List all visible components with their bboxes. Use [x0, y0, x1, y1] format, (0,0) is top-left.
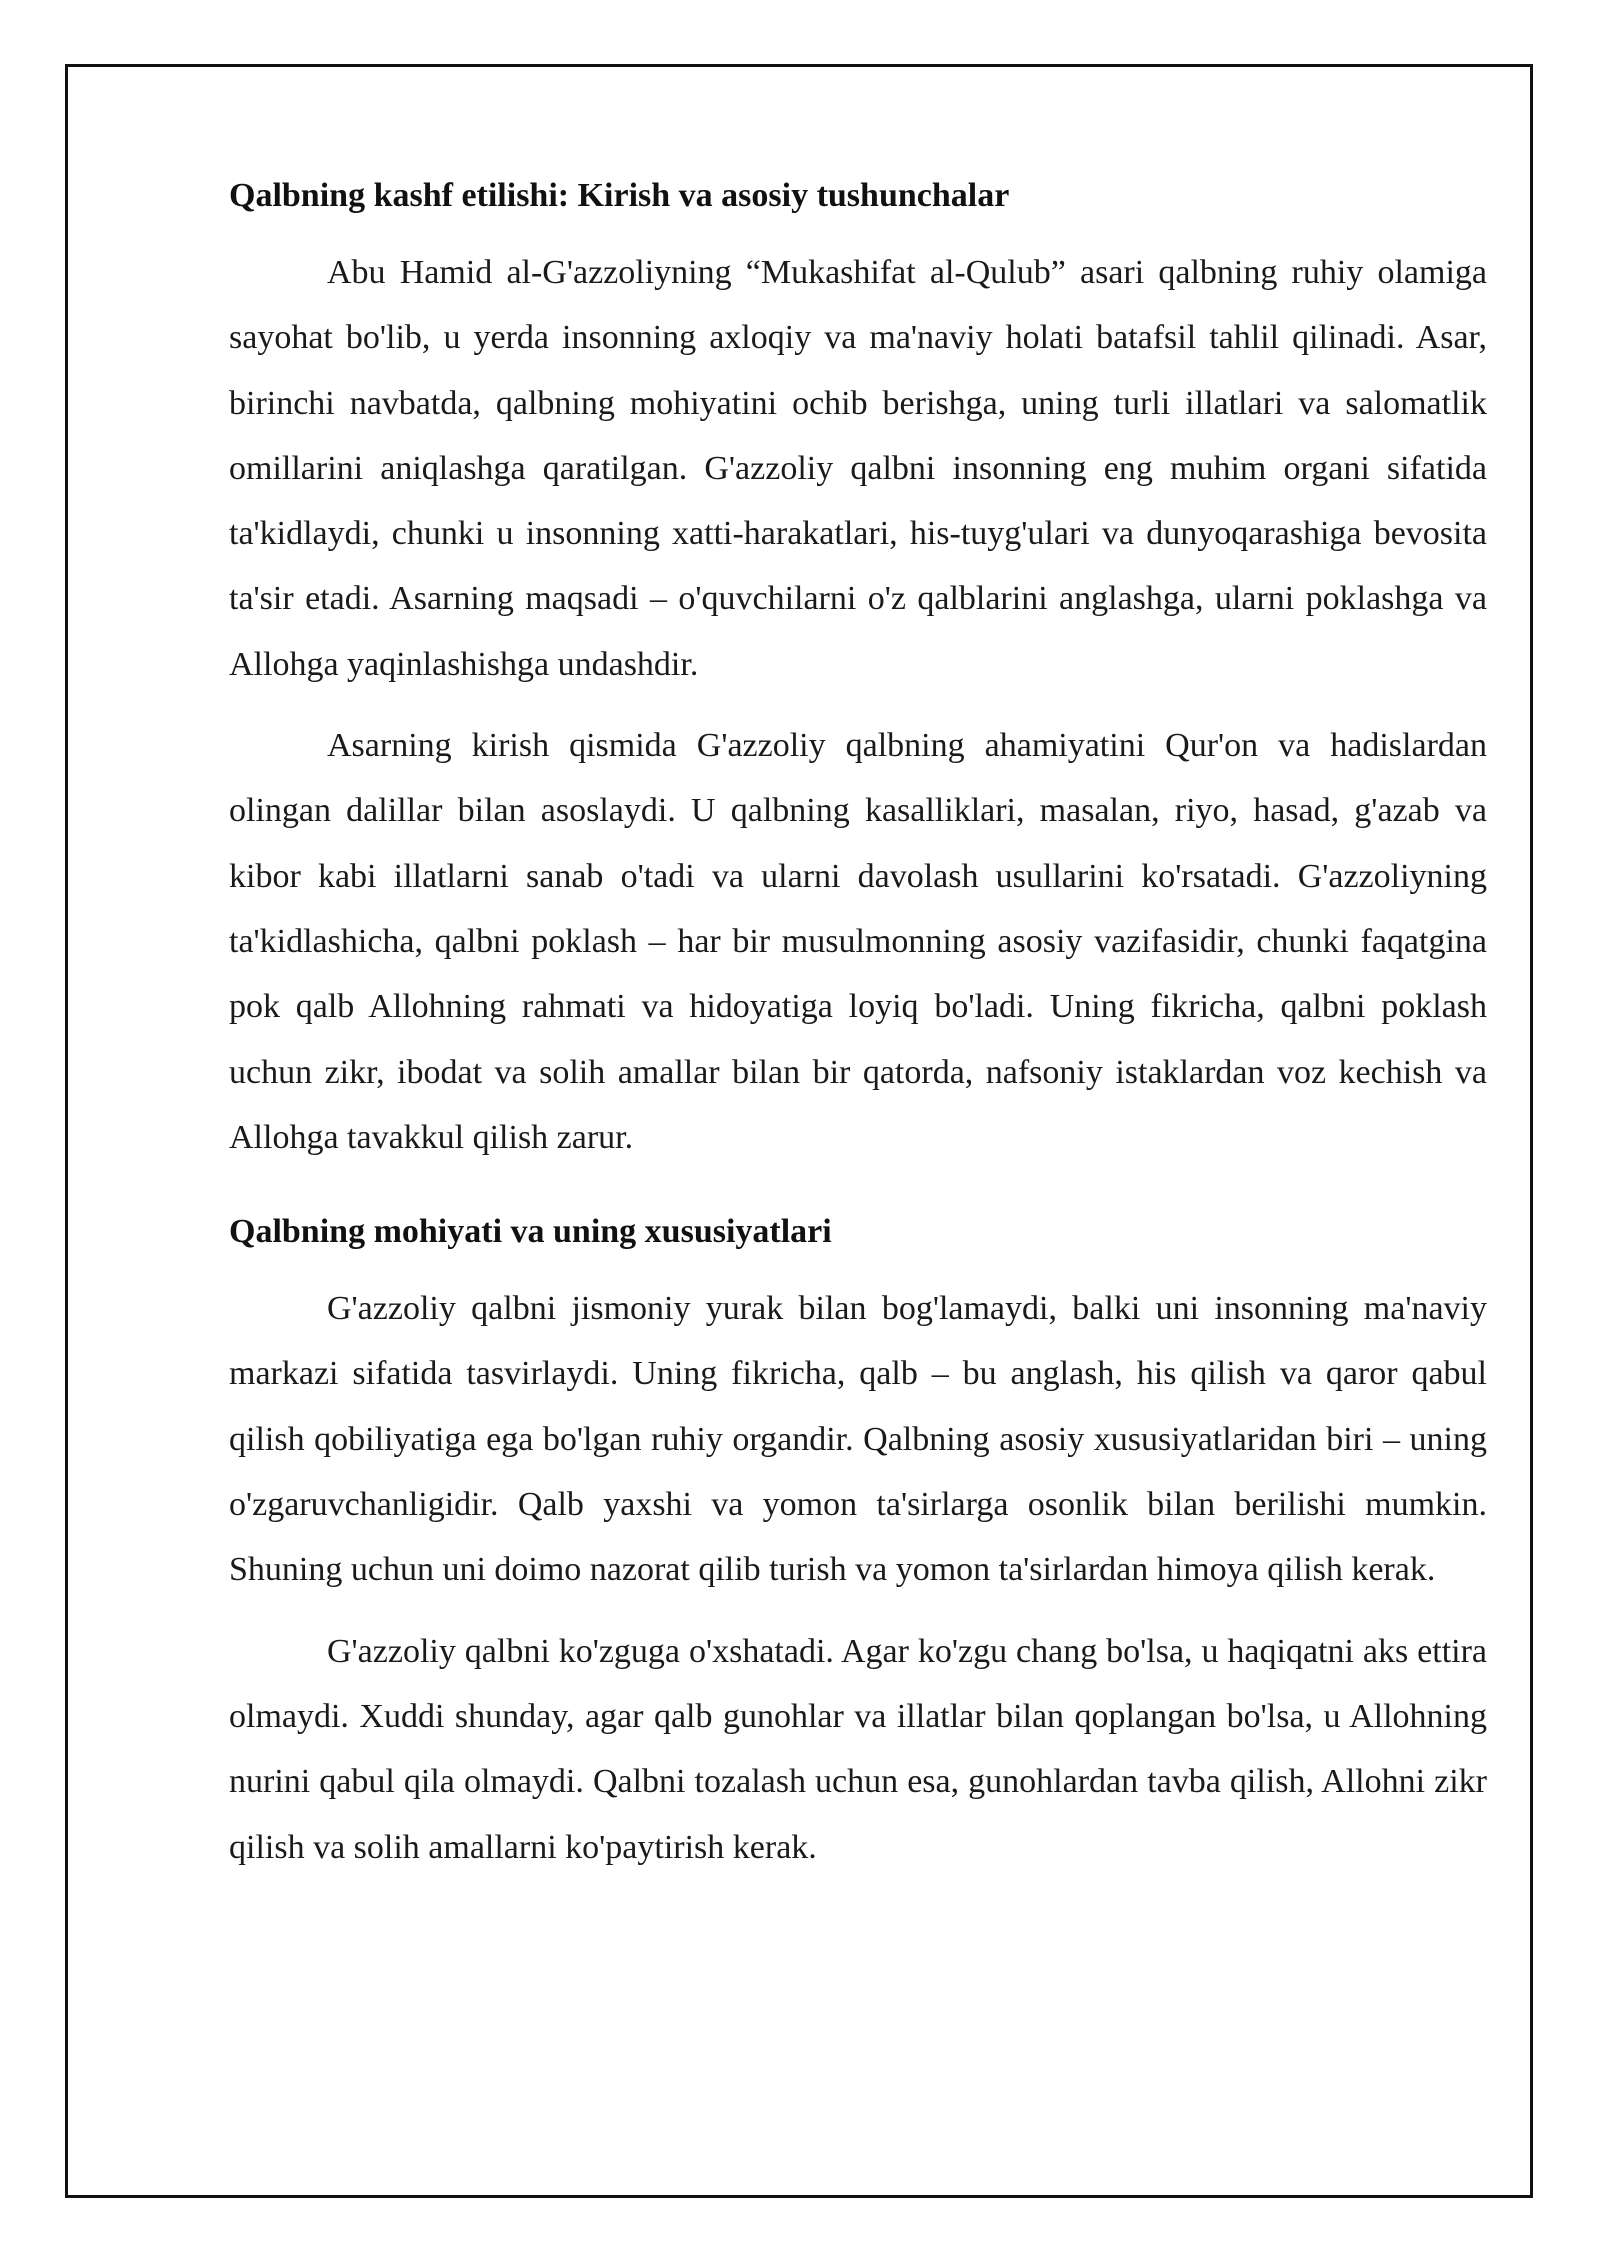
- paragraph-essence-2: G'azzoliy qalbni ko'zguga o'xshatadi. Agar ko'zgu chang bo'lsa, u haqiqatni aks ettira olmaydi. Xuddi shunday, agar qalb gunohlar va illatlar bilan qoplangan bo'lsa, u Allohning nurini qabul qila olmaydi. Qalbni tozalash uchun esa, gunohlardan tavba qilish, Allohni zikr qilish va solih amallarni ko'paytirish kerak.: [229, 1632, 1487, 1866]
- paragraph-intro-1: Abu Hamid al-G'azzoliyning “Mukashifat al-Qulub” asari qalbning ruhiy olamiga sayohat bo'lib, u yerda insonning axloqiy va ma'naviy holati batafsil tahlil qilinadi. Asar, birinchi navbatda, qalbning mohiyatini ochib berishga, uning turli illatlari va salomatlik omillarini aniqlashga qaratilgan. G'azzoliy qalbni insonning eng muhim organi sifatida ta'kidlaydi, chunki u insonning xatti-harakatlari, his-tuyg'ulari va dunyoqarashiga bevosita ta'sir etadi. Asarning maqsadi – o'quvchilarni o'z qalblarini anglashga, ularni poklashga va Allohga yaqinlashishga undashdir.: [229, 254, 1487, 683]
- section-heading-essence: Qalbning mohiyati va uning xususiyatlari: [229, 1213, 832, 1251]
- paragraph-intro-2: Asarning kirish qismida G'azzoliy qalbning ahamiyatini Qur'on va hadislardan olingan dalillar bilan asoslaydi. U qalbning kasalliklari, masalan, riyo, hasad, g'azab va kibor kabi illatlarni sanab o'tadi va ularni davolash usullarini ko'rsatadi. G'azzoliyning ta'kidlashicha, qalbni poklash – har bir musulmonning asosiy vazifasidir, chunki faqatgina pok qalb Allohning rahmati va hidoyatiga loyiq bo'ladi. Uning fikricha, qalbni poklash uchun zikr, ibodat va solih amallar bilan bir qatorda, nafsoniy istaklardan voz kechish va Allohga tavakkul qilish zarur.: [229, 727, 1487, 1156]
- section-heading-intro: Qalbning kashf etilishi: Kirish va asosiy tushunchalar: [229, 177, 1010, 214]
- document-body: [229, 170, 1487, 1896]
- paragraph-essence-1: G'azzoliy qalbni jismoniy yurak bilan bog'lamaydi, balki uni insonning ma'naviy markazi sifatida tasvirlaydi. Uning fikricha, qalb – bu anglash, his qilish va qaror qabul qilish qobiliyatiga ega bo'lgan ruhiy organdir. Qalbning asosiy xususiyatlaridan biri – uning o'zgaruvchanligidir. Qalb yaxshi va yomon ta'sirlarga osonlik bilan berilishi mumkin. Shuning uchun uni doimo nazorat qilib turish va yomon ta'sirlardan himoya qilish kerak.: [229, 1290, 1487, 1589]
